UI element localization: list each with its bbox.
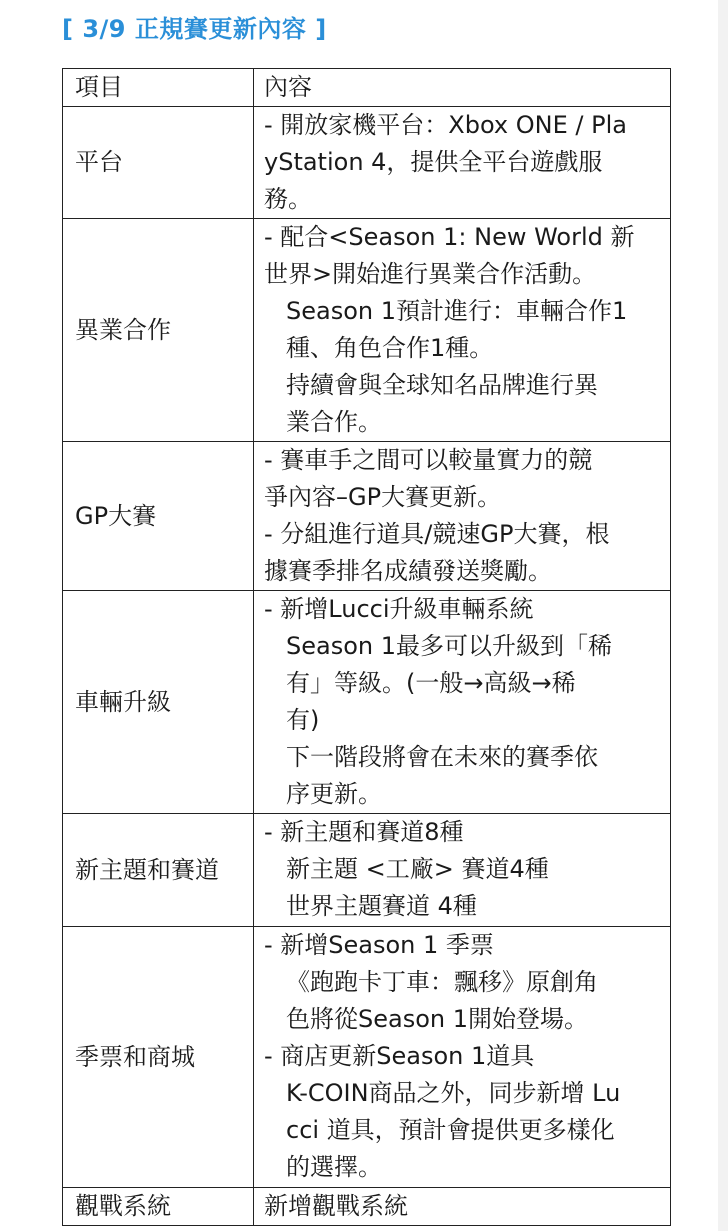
content-line: - 商店更新Season 1道具 (264, 1042, 535, 1070)
content-line: - 新主題和賽道8種 (264, 818, 464, 846)
content-line: 序更新。 (286, 780, 382, 808)
content-line: - 新增Lucci升級車輛系統 (264, 595, 534, 623)
row-content-platform (254, 107, 671, 219)
content-line: 有) (286, 706, 320, 734)
content-line: - 新增Season 1 季票 (264, 931, 494, 959)
content-line: 世界>開始進行異業合作活動。 (264, 260, 597, 288)
content-line: 種、角色合作1種。 (286, 334, 494, 362)
content-line: Season 1最多可以升級到「稀 (286, 632, 613, 660)
page-title: [ 3/9 正規賽更新內容 ] (62, 15, 327, 43)
content-line: - 開放家機平台：Xbox ONE / Pla (264, 111, 627, 139)
table-row (63, 442, 671, 591)
row-content-upgrade (254, 591, 671, 814)
row-item-collab: 異業合作 (63, 219, 254, 442)
table-row (63, 927, 671, 1188)
row-content-spectate (254, 1188, 671, 1226)
content-line: K-COIN商品之外，同步新增 Lu (286, 1079, 621, 1107)
row-item-spectate: 觀戰系統 (63, 1188, 254, 1226)
content-line: - 配合<Season 1: New World 新 (264, 223, 635, 251)
content-line: 據賽季排名成績發送獎勵。 (264, 557, 552, 585)
content-line: Season 1預計進行：車輛合作1 (286, 297, 628, 325)
row-item-platform: 平台 (63, 107, 254, 219)
row-item-tracks: 新主題和賽道 (63, 814, 254, 927)
row-content-gp (254, 442, 671, 591)
header-content: 內容 (254, 69, 671, 107)
content-line: 世界主題賽道 4種 (286, 892, 477, 920)
content-line: 新增觀戰系統 (264, 1192, 408, 1220)
content-line: 下一階段將會在未來的賽季依 (286, 743, 598, 771)
content-line: - 賽車手之間可以較量實力的競 (264, 446, 593, 474)
content-line: 持續會與全球知名品牌進行異 (286, 371, 598, 399)
content-line: 業合作。 (286, 408, 382, 436)
content-line: 爭內容–GP大賽更新。 (264, 483, 502, 511)
row-content-pass-shop (254, 927, 671, 1188)
content-line: 新主題 <工廠> 賽道4種 (286, 855, 549, 883)
row-item-gp: GP大賽 (63, 442, 254, 591)
table-row (63, 591, 671, 814)
table-row (63, 219, 671, 442)
content-line: 色將從Season 1開始登場。 (286, 1005, 589, 1033)
content-line: - 分組進行道具/競速GP大賽，根 (264, 520, 610, 548)
content-line: 的選擇。 (286, 1153, 382, 1181)
content-line: yStation 4，提供全平台遊戲服 (264, 148, 603, 176)
content-line: 《跑跑卡丁車：飄移》原創角 (286, 968, 598, 996)
row-content-collab (254, 219, 671, 442)
content-line: 有」等級。(一般→高級→稀 (286, 669, 576, 697)
row-content-tracks (254, 814, 671, 927)
table-header-row (63, 69, 671, 107)
scroll-edge (718, 0, 728, 1231)
update-table (62, 68, 671, 1226)
row-item-upgrade: 車輛升級 (63, 591, 254, 814)
header-item: 項目 (63, 69, 254, 107)
table-row (63, 107, 671, 219)
table-row (63, 1188, 671, 1226)
table-row (63, 814, 671, 927)
content-line: 務。 (264, 185, 312, 213)
row-item-pass-shop: 季票和商城 (63, 927, 254, 1188)
content-line: cci 道具，預計會提供更多樣化 (286, 1116, 615, 1144)
